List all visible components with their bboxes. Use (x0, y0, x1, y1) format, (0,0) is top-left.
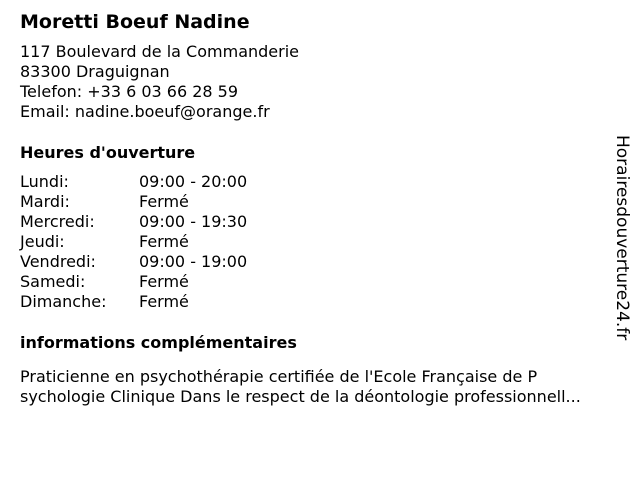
day-label: Mercredi: (20, 212, 95, 231)
day-label: Vendredi: (20, 252, 96, 271)
hours-title: Heures d'ouverture (20, 143, 196, 162)
address-line-2: 83300 Draguignan (20, 62, 170, 81)
info-title: informations complémentaires (20, 333, 297, 352)
time-value: 09:00 - 19:30 (139, 212, 248, 231)
business-name: Moretti Boeuf Nadine (20, 11, 250, 33)
time-value: 09:00 - 19:00 (139, 252, 248, 271)
business-card (20, 8, 630, 407)
time-value: 09:00 - 20:00 (139, 172, 248, 191)
hours-table (20, 172, 630, 312)
hours-row (20, 292, 630, 312)
hours-row (20, 272, 630, 292)
hours-row (20, 252, 630, 272)
email-address: Email: nadine.boeuf@orange.fr (20, 102, 270, 121)
hours-row (20, 192, 630, 212)
time-value: Fermé (139, 292, 189, 311)
phone-number: Telefon: +33 6 03 66 28 59 (20, 82, 239, 101)
hours-row (20, 172, 630, 192)
time-value: Fermé (139, 192, 189, 211)
time-value: Fermé (139, 272, 189, 291)
address-line-1: 117 Boulevard de la Commanderie (20, 42, 299, 61)
day-label: Dimanche: (20, 292, 107, 311)
description-line-1: Praticienne en psychothérapie certifiée de l'Ecole Française de P (20, 367, 538, 386)
day-label: Jeudi: (20, 232, 65, 251)
day-label: Lundi: (20, 172, 69, 191)
day-label: Samedi: (20, 272, 86, 291)
hours-row (20, 212, 630, 232)
time-value: Fermé (139, 232, 189, 251)
site-watermark: Horairesdouverture24.fr (612, 135, 632, 341)
day-label: Mardi: (20, 192, 70, 211)
hours-row (20, 232, 630, 252)
description-line-2: sychologie Clinique Dans le respect de la déontologie professionnell... (20, 387, 581, 406)
